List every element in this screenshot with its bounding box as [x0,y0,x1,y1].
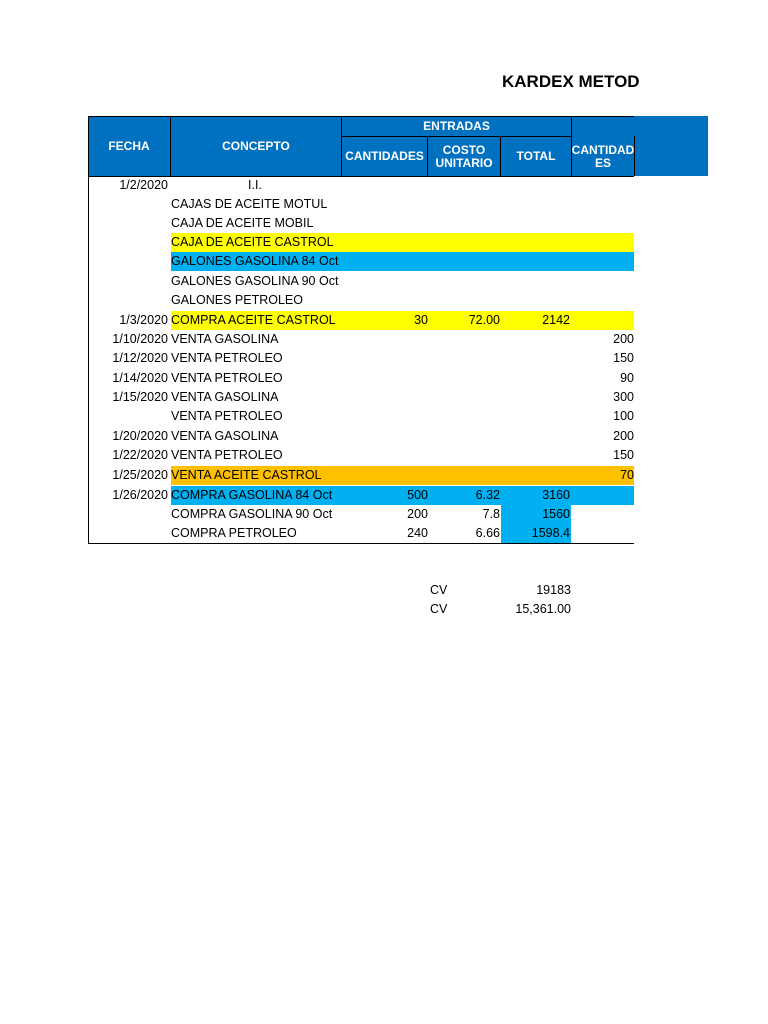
cell-cantidades-salidas[interactable]: 200 [613,332,634,346]
table-row[interactable] [88,486,634,505]
cell-cantidades-salidas[interactable]: 300 [613,390,634,404]
cell-concepto[interactable]: VENTA PETROLEO [171,351,283,365]
header-divider [500,136,501,176]
cell-cantidades-salidas[interactable]: 150 [613,351,634,365]
cell-cantidades-salidas[interactable]: 70 [620,468,634,482]
table-row[interactable] [88,446,634,465]
cell-cantidades-salidas[interactable]: 200 [613,429,634,443]
cell-cantidades[interactable]: 30 [414,313,428,327]
cell-costo-unitario[interactable]: 6.66 [475,526,500,540]
table-row[interactable] [88,349,634,368]
cell-concepto[interactable]: COMPRA PETROLEO [171,526,297,540]
table-bottom-border [88,543,634,544]
cell-concepto[interactable]: VENTA ACEITE CASTROL [171,468,322,482]
cell-fecha[interactable]: 1/12/2020 [112,351,168,365]
cell-concepto[interactable]: VENTA GASOLINA [171,332,279,346]
header-fecha[interactable]: FECHA [88,116,170,176]
cell-cantidades-salidas[interactable]: 150 [613,448,634,462]
header-concepto[interactable]: CONCEPTO [171,116,341,176]
header-costo-unitario[interactable]: COSTO UNITARIO [428,137,500,176]
header-entradas[interactable]: ENTRADAS [342,116,571,136]
header-divider [170,116,171,176]
cell-concepto[interactable]: GALONES GASOLINA 90 Oct [171,274,339,288]
cell-fecha[interactable]: 1/26/2020 [112,488,168,502]
cell-costo-unitario[interactable]: 7.8 [482,507,500,521]
cell-concepto[interactable]: VENTA PETROLEO [171,371,283,385]
cell-costo-unitario[interactable]: 72.00 [468,313,500,327]
entradas-bottom-border [342,136,572,137]
header-divider [634,136,635,176]
table-row[interactable] [88,311,634,330]
header-cantidades[interactable]: CANTIDADES [342,137,427,176]
cell-fecha[interactable]: 1/25/2020 [112,468,168,482]
summary-value[interactable]: 15,361.00 [515,602,571,616]
cell-concepto[interactable]: VENTA GASOLINA [171,390,279,404]
cell-fecha[interactable]: 1/3/2020 [119,313,168,327]
cell-concepto[interactable]: VENTA PETROLEO [171,448,283,462]
cell-cantidades-salidas[interactable]: 90 [620,371,634,385]
cell-concepto[interactable]: VENTA GASOLINA [171,429,279,443]
cell-concepto[interactable]: CAJA DE ACEITE CASTROL [171,235,334,249]
cell-concepto[interactable]: COMPRA GASOLINA 84 Oct [171,488,333,502]
cell-concepto[interactable]: VENTA PETROLEO [171,409,283,423]
table-row[interactable] [88,214,634,233]
cell-total[interactable]: 1560 [542,507,570,521]
cell-cantidades[interactable]: 240 [407,526,428,540]
table-row[interactable] [88,233,634,252]
cell-concepto[interactable]: I.I. [248,178,262,192]
table-row[interactable] [88,505,634,524]
cell-total[interactable]: 3160 [542,488,570,502]
table-row[interactable] [88,252,634,271]
table-row[interactable] [88,272,634,291]
table-row[interactable] [88,466,634,485]
summary-label[interactable]: CV [430,583,448,597]
table-row[interactable] [88,427,634,446]
cell-concepto[interactable]: GALONES GASOLINA 84 Oct [171,254,339,268]
table-row[interactable] [88,388,634,407]
table-row[interactable] [88,195,634,214]
header-cantidades-salidas[interactable]: CANTIDAD ES [572,137,634,176]
table-row[interactable] [88,291,634,310]
cell-concepto[interactable]: CAJA DE ACEITE MOBIL [171,216,314,230]
cell-fecha[interactable]: 1/15/2020 [112,390,168,404]
summary-label[interactable]: CV [430,602,448,616]
summary-value[interactable]: 19183 [536,583,571,597]
cell-fecha[interactable]: 1/14/2020 [112,371,168,385]
cell-cantidades-salidas[interactable]: 100 [613,409,634,423]
cell-cantidades[interactable]: 200 [407,507,428,521]
cell-concepto[interactable]: COMPRA GASOLINA 90 Oct [171,507,333,521]
cell-concepto[interactable]: GALONES PETROLEO [171,293,303,307]
cell-concepto[interactable]: CAJAS DE ACEITE MOTUL [171,197,328,211]
cell-fecha[interactable]: 1/10/2020 [112,332,168,346]
sheet-title: KARDEX METOD [502,72,640,91]
header-divider [341,116,342,176]
cell-fecha[interactable]: 1/2/2020 [119,178,168,192]
table-row[interactable] [88,524,634,543]
table-row[interactable] [88,369,634,388]
cell-total[interactable]: 1598.4 [531,526,570,540]
table-row[interactable] [88,407,634,426]
header-total[interactable]: TOTAL [501,137,571,176]
header-divider [571,116,572,176]
table-row[interactable] [88,176,634,195]
cell-fecha[interactable]: 1/20/2020 [112,429,168,443]
cell-concepto[interactable]: COMPRA ACEITE CASTROL [171,313,336,327]
table-row[interactable] [88,330,634,349]
cell-total[interactable]: 2142 [542,313,570,327]
cell-cantidades[interactable]: 500 [407,488,428,502]
header-divider [427,136,428,176]
cell-costo-unitario[interactable]: 6.32 [475,488,500,502]
cell-fecha[interactable]: 1/22/2020 [112,448,168,462]
